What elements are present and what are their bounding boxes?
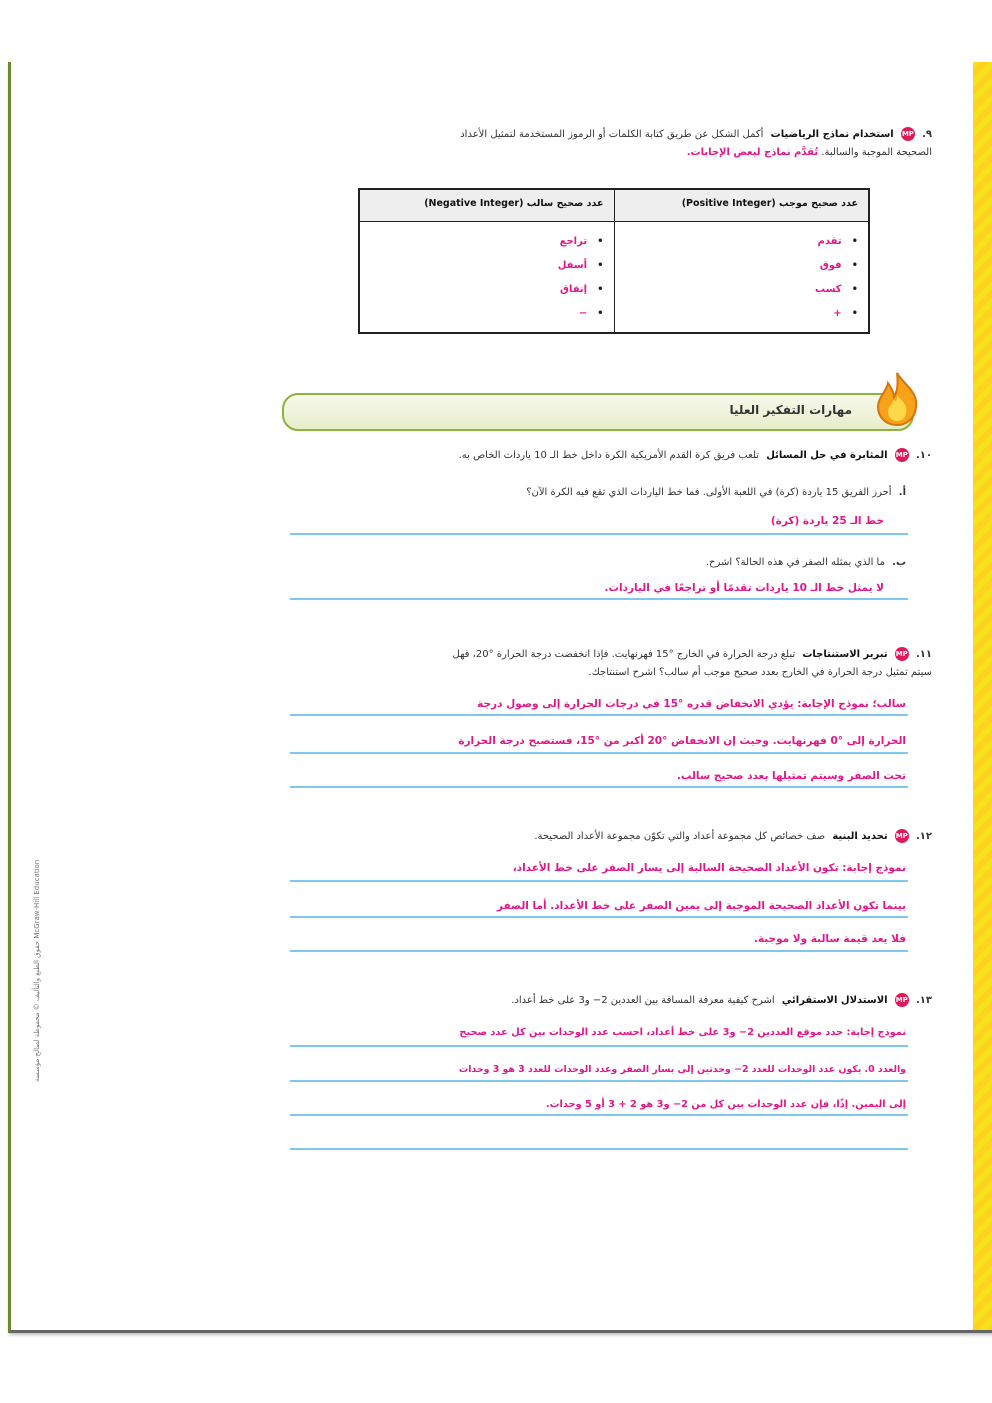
answer-12-line1: نموذج إجابة: تكون الأعداد الصحيحة السالبة إلى يسار الصفر على خط الأعداد، (512, 862, 906, 874)
section-title: مهارات التفكير العليا (729, 403, 852, 417)
question-number: ١١. (915, 649, 932, 660)
answer-13-line1: نموذج إجابة: حدد موقع العددين 2− و3 على خط أعداد، احسب عدد الوحدات بين كل عدد صحيح (459, 1027, 906, 1038)
mp-badge-icon: MP (901, 127, 915, 141)
question-9 (372, 126, 932, 162)
question-text: اشرح كيفية معرفة المسافة بين العددين 2− و3 على خط أعداد. (511, 995, 775, 1006)
answer-hint: تُقدَّم نماذج لبعض الإجابات. (686, 147, 819, 158)
answer-11-line2: الحرارة إلى °0 فهرنهايت. وحيث إن الانخفاض °20 أكبر من °15، فستصبح درجة الحرارة (458, 735, 906, 747)
section-banner (282, 393, 914, 431)
negative-item: • تراجع (360, 230, 604, 254)
answer-12-line3: فلا يعد قيمة سالبة ولا موجبة. (753, 933, 906, 945)
answer-11-line3: تحت الصفر وسيتم تمثيلها بعدد صحيح سالب. (676, 770, 906, 782)
question-text-cont: الصحيحة الموجبة والسالبة. (821, 147, 932, 158)
answer-line (290, 1148, 908, 1150)
question-title: المثابرة في حل المسائل (766, 450, 888, 461)
part-text: ما الذي يمثله الصفر في هذه الحالة؟ اشرح. (705, 557, 885, 568)
answer-line (290, 1080, 908, 1082)
answer-line (290, 533, 908, 535)
negative-header: عدد صحيح سالب (Negative Integer) (360, 190, 614, 222)
answer-line (290, 1114, 908, 1116)
flame-icon (872, 371, 922, 427)
mp-badge-icon: MP (895, 448, 909, 462)
positive-item: • فوق (615, 254, 859, 278)
question-11 (322, 646, 932, 682)
question-title: تحديد البنية (832, 831, 888, 842)
integer-table (358, 188, 870, 334)
answer-12-line2: بينما تكون الأعداد الصحيحة الموجبة إلى يمين الصفر على خط الأعداد. أما الصفر (496, 900, 906, 912)
mp-badge-icon: MP (895, 647, 909, 661)
mp-badge-icon: MP (895, 829, 909, 843)
yellow-edge-stripe (973, 62, 992, 1330)
mp-badge-icon: MP (895, 993, 909, 1007)
question-title: الاستدلال الاستقرائي (781, 995, 888, 1006)
answer-line (290, 1045, 908, 1047)
question-text: صف خصائص كل مجموعة أعداد والتي تكوّن مجموعة الأعداد الصحيحة. (534, 831, 826, 842)
question-title: تبرير الاستنتاجات (802, 649, 888, 660)
positive-item: • تقدم (615, 230, 859, 254)
answer-line (290, 752, 908, 754)
question-title: استخدام نماذج الرياضيات (770, 129, 894, 140)
question-number: ١٠. (915, 450, 932, 461)
question-text: أكمل الشكل عن طريق كتابة الكلمات أو الرموز المستخدمة لتمثيل الأعداد (460, 129, 764, 140)
answer-line (290, 714, 908, 716)
negative-item: • − (360, 302, 604, 326)
part-label: أ. (898, 487, 906, 498)
part-a (346, 484, 906, 502)
question-number: ١٣. (915, 995, 932, 1006)
question-10 (332, 447, 932, 465)
part-label: ب. (892, 557, 906, 568)
question-text: تلعب فريق كرة القدم الأمريكية الكرة داخل خط الـ 10 ياردات الخاص به. (458, 450, 760, 461)
answer-line (290, 916, 908, 918)
negative-item: • أسفل (360, 254, 604, 278)
answer-line (290, 598, 908, 600)
positive-item: • + (615, 302, 859, 326)
question-number: ٩. (922, 129, 932, 140)
copyright-credit: حقوق الطبع والتأليف © محفوظة لصالح مؤسسة McGraw-Hill Education (33, 859, 41, 1082)
negative-column (360, 190, 614, 332)
question-number: ١٢. (915, 831, 932, 842)
negative-item: • إنفاق (360, 278, 604, 302)
part-text: أحرز الفريق 15 ياردة (كرة) في اللعبة الأولى. فما خط الياردات الذي تقع فيه الكرة الآن؟ (526, 487, 892, 498)
answer-11-line1: سالب؛ نموذج الإجابة: يؤدي الانخفاض قدره °15 في درجات الحرارة إلى وصول درجة (477, 698, 906, 710)
question-13 (322, 992, 932, 1010)
question-text: تبلغ درجة الحرارة في الخارج °15 فهرنهايت. فإذا انخفضت درجة الحرارة °20، فهل (452, 649, 796, 660)
question-12 (322, 828, 932, 846)
answer-line (290, 950, 908, 952)
answer-13-line2: والعدد 0. يكون عدد الوحدات للعدد 2− وحدتين إلى يسار الصفر وعدد الوحدات للعدد 3 هو 3 وحدات (458, 1064, 906, 1075)
answer-10a: خط الـ 25 ياردة (كرة) (770, 515, 884, 527)
question-text-cont: سيتم تمثيل درجة الحرارة في الخارج بعدد صحيح موجب أم سالب؟ اشرح استنتاجك. (588, 667, 932, 678)
positive-header: عدد صحيح موجب (Positive Integer) (615, 190, 869, 222)
answer-line (290, 880, 908, 882)
answer-13-line3: إلى اليمين. إذًا، فإن عدد الوحدات بين كل من 2− و3 هو 2 + 3 أو 5 وحدات. (545, 1099, 906, 1110)
answer-10b: لا يمثل خط الـ 10 ياردات تقدمًا أو تراجعًا في الياردات. (604, 582, 884, 594)
answer-line (290, 786, 908, 788)
part-b (346, 554, 906, 572)
positive-column (614, 190, 869, 332)
positive-item: • كسب (615, 278, 859, 302)
